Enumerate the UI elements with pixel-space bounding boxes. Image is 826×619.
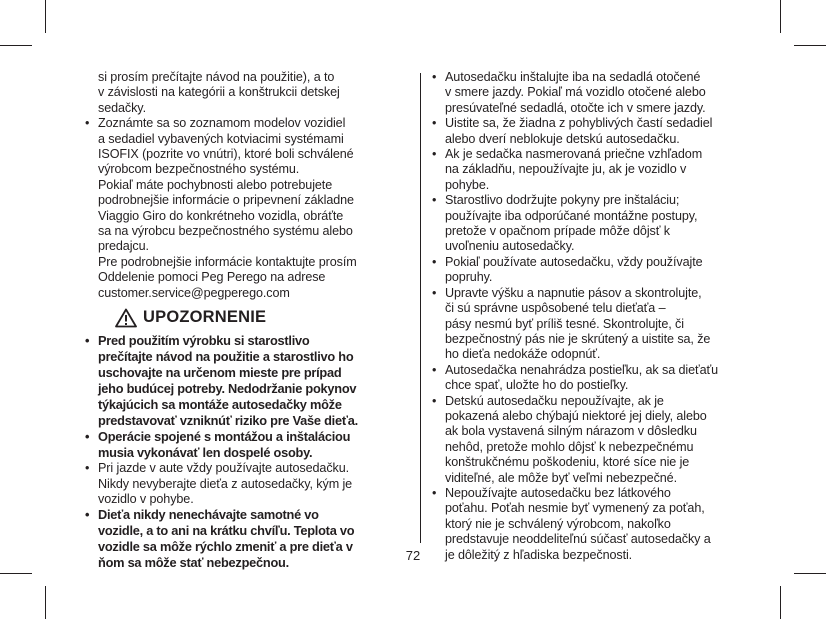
text-line: Operácie spojené s montážou a inštaláciou	[98, 429, 351, 445]
warning-title: UPOZORNENIE	[143, 308, 267, 327]
text-line: pokazená alebo chýbajú niektoré jej diely, alebo	[445, 408, 707, 423]
text-line: Autosedačka nenahrádza postieľku, ak sa dieťaťu	[445, 362, 719, 377]
crop-mark-bottom-right	[780, 586, 781, 619]
text-line: v smere jazdy. Pokiaľ má vozidlo otočené alebo	[445, 85, 706, 100]
text-line: Pri jazde v aute vždy používajte autosedačku.	[98, 461, 350, 476]
text-line: či sú správne uspôsobené telu dieťaťa –	[445, 301, 666, 316]
text-line: poťahu. Poťah nesmie byť vymenený za poťah,	[445, 501, 705, 516]
text-line: Pred použitím výrobku si starostlivo	[98, 333, 310, 349]
text-line: Starostlivo dodržujte pokyny pre inštaláciu;	[445, 193, 680, 208]
warning-heading	[115, 305, 405, 331]
text-line: predstavuje neoddeliteľnú súčasť autosedačky a	[445, 532, 711, 547]
bullet: •	[85, 333, 90, 349]
text-line: ho dieťa nedokáže odopnúť.	[445, 347, 601, 362]
right-list-item	[432, 116, 752, 147]
isofix-item	[85, 116, 405, 301]
text-line: uvoľneniu autosedačky.	[445, 239, 575, 254]
text-line: Viaggio Giro do konkrétneho vozidla, obráťte	[98, 208, 344, 223]
text-line: uschovajte na určenom mieste pre prípad	[98, 365, 342, 381]
warning-triangle-icon	[115, 308, 137, 328]
right-list-item	[432, 255, 752, 286]
text-line: je dôležitý z hľadiska bezpečnosti.	[445, 547, 633, 562]
text-line: musia vykonávať len dospelé osoby.	[98, 445, 313, 461]
bullet: •	[432, 362, 437, 377]
text-line: bezpečnostný pás nie je skrútený a uistite sa, že	[445, 331, 711, 346]
bullet: •	[432, 254, 437, 269]
right-list-item	[432, 147, 752, 193]
crop-mark-right-bottom	[794, 573, 826, 574]
bullet: •	[432, 70, 437, 84]
text-line: Pokiaľ používate autosedačku, vždy používajte	[445, 254, 703, 269]
bullet: •	[432, 147, 437, 162]
text-line: a sedadiel vybavených kotviacimi systémami	[98, 131, 344, 146]
text-line: Nepoužívajte autosedačku bez látkového	[445, 485, 671, 500]
text-line: Uistite sa, že žiadna z pohyblivých častí sedadiel	[445, 116, 713, 131]
travel-item	[85, 461, 405, 507]
text-line: vozidlo v pohybe.	[98, 491, 194, 506]
crop-mark-right-top	[794, 45, 826, 46]
text-line: viditeľné, ale môže byť veľmi nebezpečné.	[445, 470, 677, 485]
right-list-item	[432, 193, 752, 255]
text-line: nehôd, pretože mohlo dôjsť k nebezpečnému	[445, 439, 694, 454]
text-line: customer.service@pegperego.com	[98, 285, 290, 300]
text-line: podrobnejšie informácie o pripevnení základne	[98, 193, 354, 208]
bullet: •	[432, 393, 437, 408]
crop-mark-top-left	[45, 0, 46, 33]
text-line: pretože v opačnom prípade môže dôjsť k	[445, 224, 670, 239]
bullet: •	[85, 429, 90, 445]
text-line: Zoznámte sa so zoznamom modelov vozidiel	[98, 116, 346, 131]
bold-item-read-manual	[85, 333, 405, 429]
text-line: ISOFIX (pozrite vo vnútri), ktoré boli schválené	[98, 147, 354, 162]
right-list-item	[432, 70, 752, 116]
crop-mark-left-bottom	[0, 573, 32, 574]
text-line: výrobcom bezpečnostného systému.	[98, 162, 300, 177]
text-line: pásy nesmú byť príliš tesné. Skontrolujte, či	[445, 316, 684, 331]
intro-continuation	[85, 70, 405, 116]
text-line: Dieťa nikdy nenechávajte samotné vo	[98, 507, 319, 523]
right-column	[432, 70, 752, 563]
crop-mark-top-right	[780, 0, 781, 33]
text-line: prečítajte návod na použitie a starostlivo ho	[98, 349, 354, 365]
column-divider	[420, 73, 421, 543]
text-line: na základňu, nepoužívajte ju, ak je vozidlo v	[445, 162, 687, 177]
text-line: vozidle sa môže rýchlo zmeniť a pre dieťa v	[98, 539, 353, 555]
crop-mark-left-top	[0, 45, 32, 46]
bullet: •	[85, 461, 90, 476]
text-line: Pre podrobnejšie informácie kontaktujte prosím	[98, 254, 357, 269]
bullet: •	[432, 485, 437, 500]
bullet: •	[85, 116, 90, 131]
left-column	[85, 70, 405, 571]
crop-mark-bottom-left	[45, 586, 46, 619]
text-line: Nikdy nevyberajte dieťa z autosedačky, kým je	[98, 476, 353, 491]
text-line: ňom sa môže stať nebezpečnou.	[98, 555, 289, 571]
text-line: si prosím prečítajte návod na použitie), a to	[98, 70, 335, 84]
right-list-item	[432, 486, 752, 563]
text-line: konštrukčnému poškodeniu, ktoré síce nie je	[445, 455, 690, 470]
page-number: 72	[405, 548, 421, 563]
text-line: ktorý nie je schválený výrobcom, nakoľko	[445, 516, 671, 531]
text-line: pohybe.	[445, 177, 490, 192]
text-line: vozidle, a to ani na krátku chvíľu. Teplota vo	[98, 523, 355, 539]
text-line: popruhy.	[445, 270, 493, 285]
text-line: Autosedačku inštalujte iba na sedadlá otočené	[445, 70, 701, 84]
text-line: týkajúcich sa montáže autosedačky môže	[98, 397, 342, 413]
text-line: predstavovať vzniknúť riziko pre Vaše dieťa.	[98, 413, 358, 429]
bullet: •	[432, 193, 437, 208]
text-line: predajcu.	[98, 239, 149, 254]
bold-item-never-alone	[85, 507, 405, 571]
text-line: ak bola vystavená silným nárazom v dôsledku	[445, 424, 697, 439]
text-line: Upravte výšku a napnutie pásov a skontrolujte,	[445, 285, 702, 300]
text-line: Detskú autosedačku nepoužívajte, ak je	[445, 393, 664, 408]
text-line: jeho budúcej potreby. Nedodržanie pokynov	[98, 381, 357, 397]
right-list-item	[432, 286, 752, 363]
bold-item-adults-only	[85, 429, 405, 461]
text-line: používajte iba odporúčané montážne postupy,	[445, 208, 698, 223]
bullet: •	[432, 285, 437, 300]
bullet: •	[432, 116, 437, 131]
text-line: sedačky.	[98, 100, 146, 115]
right-list-item	[432, 394, 752, 486]
bullet: •	[85, 507, 90, 523]
text-line: Oddelenie pomoci Peg Perego na adrese	[98, 270, 326, 285]
text-line: chce spať, uložte ho do postieľky.	[445, 378, 629, 393]
right-list-item	[432, 363, 752, 394]
text-line: Ak je sedačka nasmerovaná priečne vzhľadom	[445, 147, 703, 162]
text-line: v závislosti na kategórii a konštrukcii detskej	[98, 85, 340, 100]
text-line: Pokiaľ máte pochybnosti alebo potrebujete	[98, 177, 333, 192]
text-line: alebo dverí neblokuje detskú autosedačku.	[445, 131, 680, 146]
text-line: presúvateľné sedadlá, otočte ich v smere jazdy.	[445, 100, 706, 115]
text-line: sa na výrobcu bezpečnostného systému alebo	[98, 224, 353, 239]
